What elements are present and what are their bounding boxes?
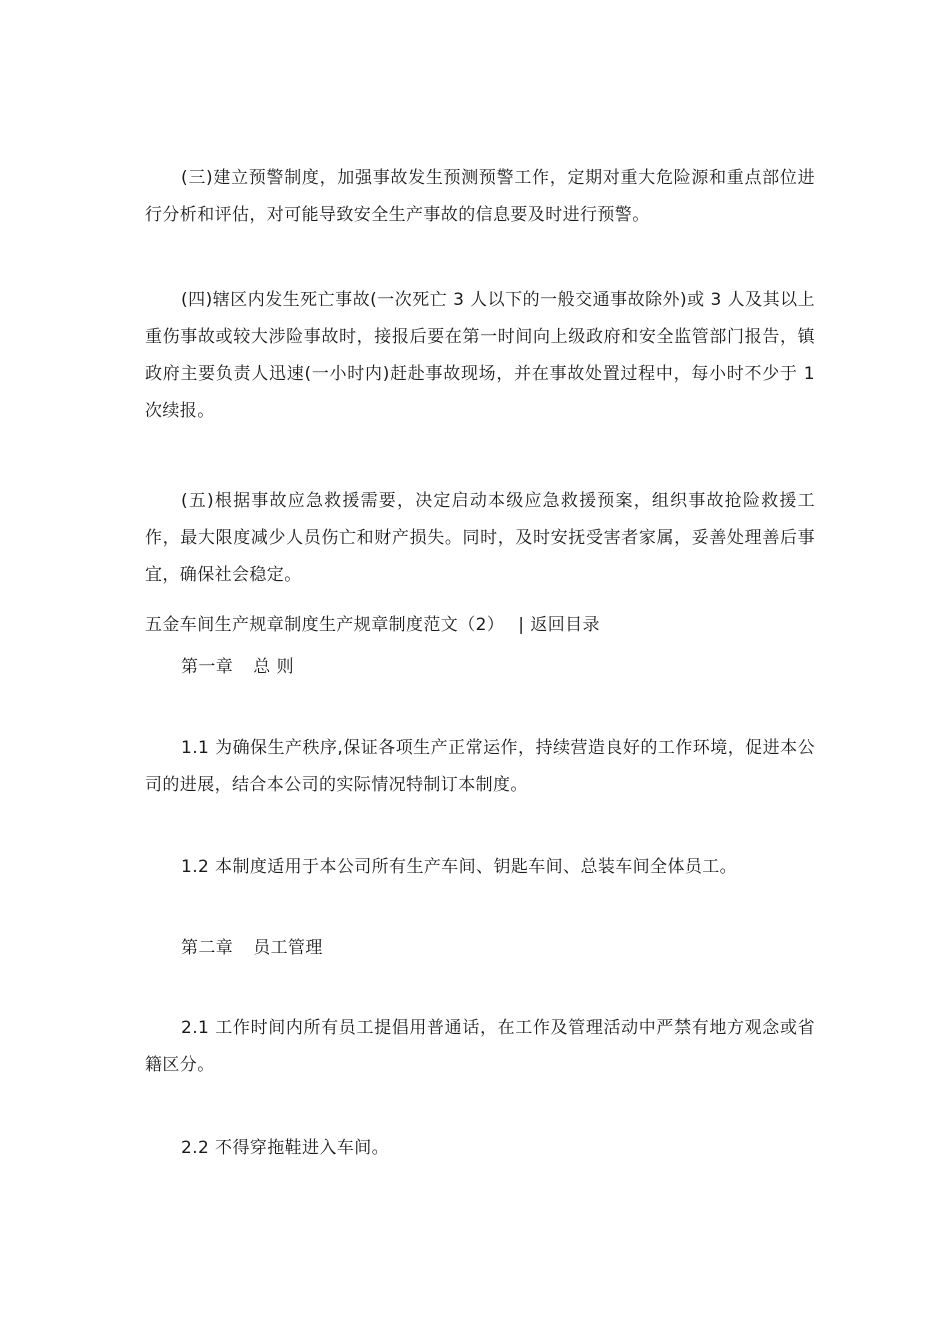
item-1-2: 1.2 本制度适用于本公司所有生产车间、钥匙车间、总装车间全体员工。 [181,857,738,877]
chapter-2-title: 员工管理 [253,938,323,958]
section-title: 五金车间生产规章制度生产规章制度范文（2） [145,615,505,635]
chapter-1-label: 第一章 [181,657,234,677]
item-1-1: 1.1 为确保生产秩序,保证各项生产正常运作，持续营造良好的工作环境，促进本公司的进展，结合本公司的实际情况特制订本制度。 [145,738,815,795]
chapter-2-label: 第二章 [181,938,234,958]
item-2-1: 2.1 工作时间内所有员工提倡用普通话，在工作及管理活动中严禁有地方观念或省籍区分。 [145,1018,815,1075]
chapter-1-heading [181,654,294,680]
chapter-2-heading [181,935,323,961]
paragraph-5: (五)根据事故应急救援需要，决定启动本级应急救援预案，组织事故抢险救援工作，最大限度减少人员伤亡和财产损失。同时，及时安抚受害者家属，妥善处理善后事宜，确保社会稳定。 [145,491,815,585]
section-heading [145,612,825,638]
chapter-1-title-a: 总 [253,657,271,677]
back-to-toc-link[interactable]: 返回目录 [530,615,600,635]
item-2-2: 2.2 不得穿拖鞋进入车间。 [181,1138,390,1158]
paragraph-4: (四)辖区内发生死亡事故(一次死亡 3 人以下的一般交通事故除外)或 3 人及其以上重伤事故或较大涉险事故时，接报后要在第一时间向上级政府和安全监管部门报告，镇政府主要负责人迅速(一小时内)赶赴事故现场，并在事故处置过程中，每小时不少于 1 次续报。 [145,290,815,421]
chapter-1-title-b: 则 [276,657,295,677]
heading-separator: | [518,615,525,635]
paragraph-3: (三)建立预警制度，加强事故发生预测预警工作，定期对重大危险源和重点部位进行分析和评估，对可能导致安全生产事故的信息要及时进行预警。 [145,168,815,225]
